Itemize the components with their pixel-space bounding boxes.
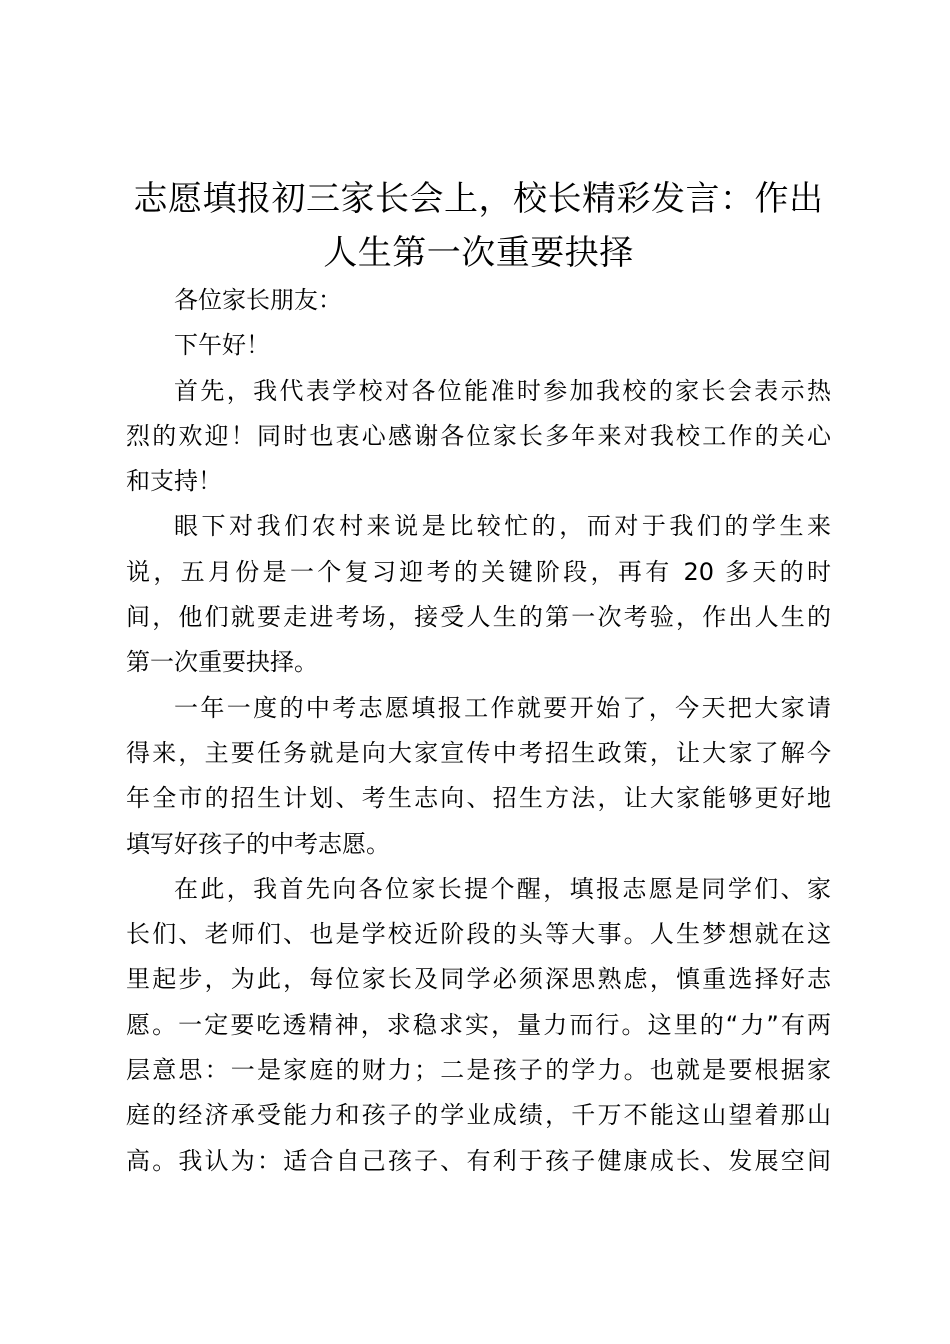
- paragraph-line: 年全市的招生计划、考生志向、招生方法，让大家能够更好地: [126, 784, 831, 813]
- paragraph-line: 首先，我代表学校对各位能准时参加我校的家长会表示热: [174, 376, 831, 405]
- paragraph-purpose: [126, 686, 831, 867]
- paragraph-line: 间，他们就要走进考场，接受人生的第一次考验，作出人生的: [126, 603, 831, 632]
- paragraph-line: 填写好孩子的中考志愿。: [126, 829, 390, 858]
- paragraph-welcome: [126, 369, 831, 505]
- paragraph-line: 第一次重要抉择。: [126, 648, 318, 677]
- paragraph-exam-timing: [126, 504, 831, 685]
- paragraph-salutation: [126, 278, 831, 323]
- paragraph-line: 在此，我首先向各位家长提个醒，填报志愿是同学们、家: [174, 874, 831, 903]
- paragraph-line: 庭的经济承受能力和孩子的学业成绩，千万不能这山望着那山: [126, 1101, 831, 1130]
- paragraph-line: 高。我认为：适合自己孩子、有利于孩子健康成长、发展空间: [126, 1146, 831, 1175]
- paragraph-line: 得来，主要任务就是向大家宣传中考招生政策，让大家了解今: [126, 738, 831, 767]
- paragraph-line: 眼下对我们农村来说是比较忙的，而对于我们的学生来: [174, 512, 831, 541]
- paragraph-line: 层意思：一是家庭的财力；二是孩子的学力。也就是要根据家: [126, 1056, 831, 1085]
- paragraph-line: 一年一度的中考志愿填报工作就要开始了，今天把大家请: [174, 693, 831, 722]
- paragraph-line: 各位家长朋友：: [174, 286, 342, 314]
- paragraph-line: 和支持！: [126, 467, 222, 496]
- paragraph-line: 烈的欢迎！同时也衷心感谢各位家长多年来对我校工作的关心: [126, 421, 831, 450]
- document-body: [126, 278, 831, 1184]
- paragraph-greeting: [126, 323, 831, 368]
- document-title: [126, 172, 831, 280]
- paragraph-line: 愿。一定要吃透精神，求稳求实，量力而行。这里的“力”有两: [126, 1010, 831, 1039]
- paragraph-line: 下午好！: [174, 331, 270, 360]
- paragraph-line: 说，五月份是一个复习迎考的关键阶段，再有 20 多天的时: [126, 557, 831, 586]
- title-line: 志愿填报初三家长会上，校长精彩发言：作出: [133, 179, 824, 219]
- paragraph-line: 长们、老师们、也是学校近阶段的头等大事。人生梦想就在这: [126, 920, 831, 949]
- paragraph-reminder: [126, 867, 831, 1184]
- title-line: 人生第一次重要抉择: [323, 233, 634, 273]
- paragraph-line: 里起步，为此，每位家长及同学必须深思熟虑，慎重选择好志: [126, 965, 831, 994]
